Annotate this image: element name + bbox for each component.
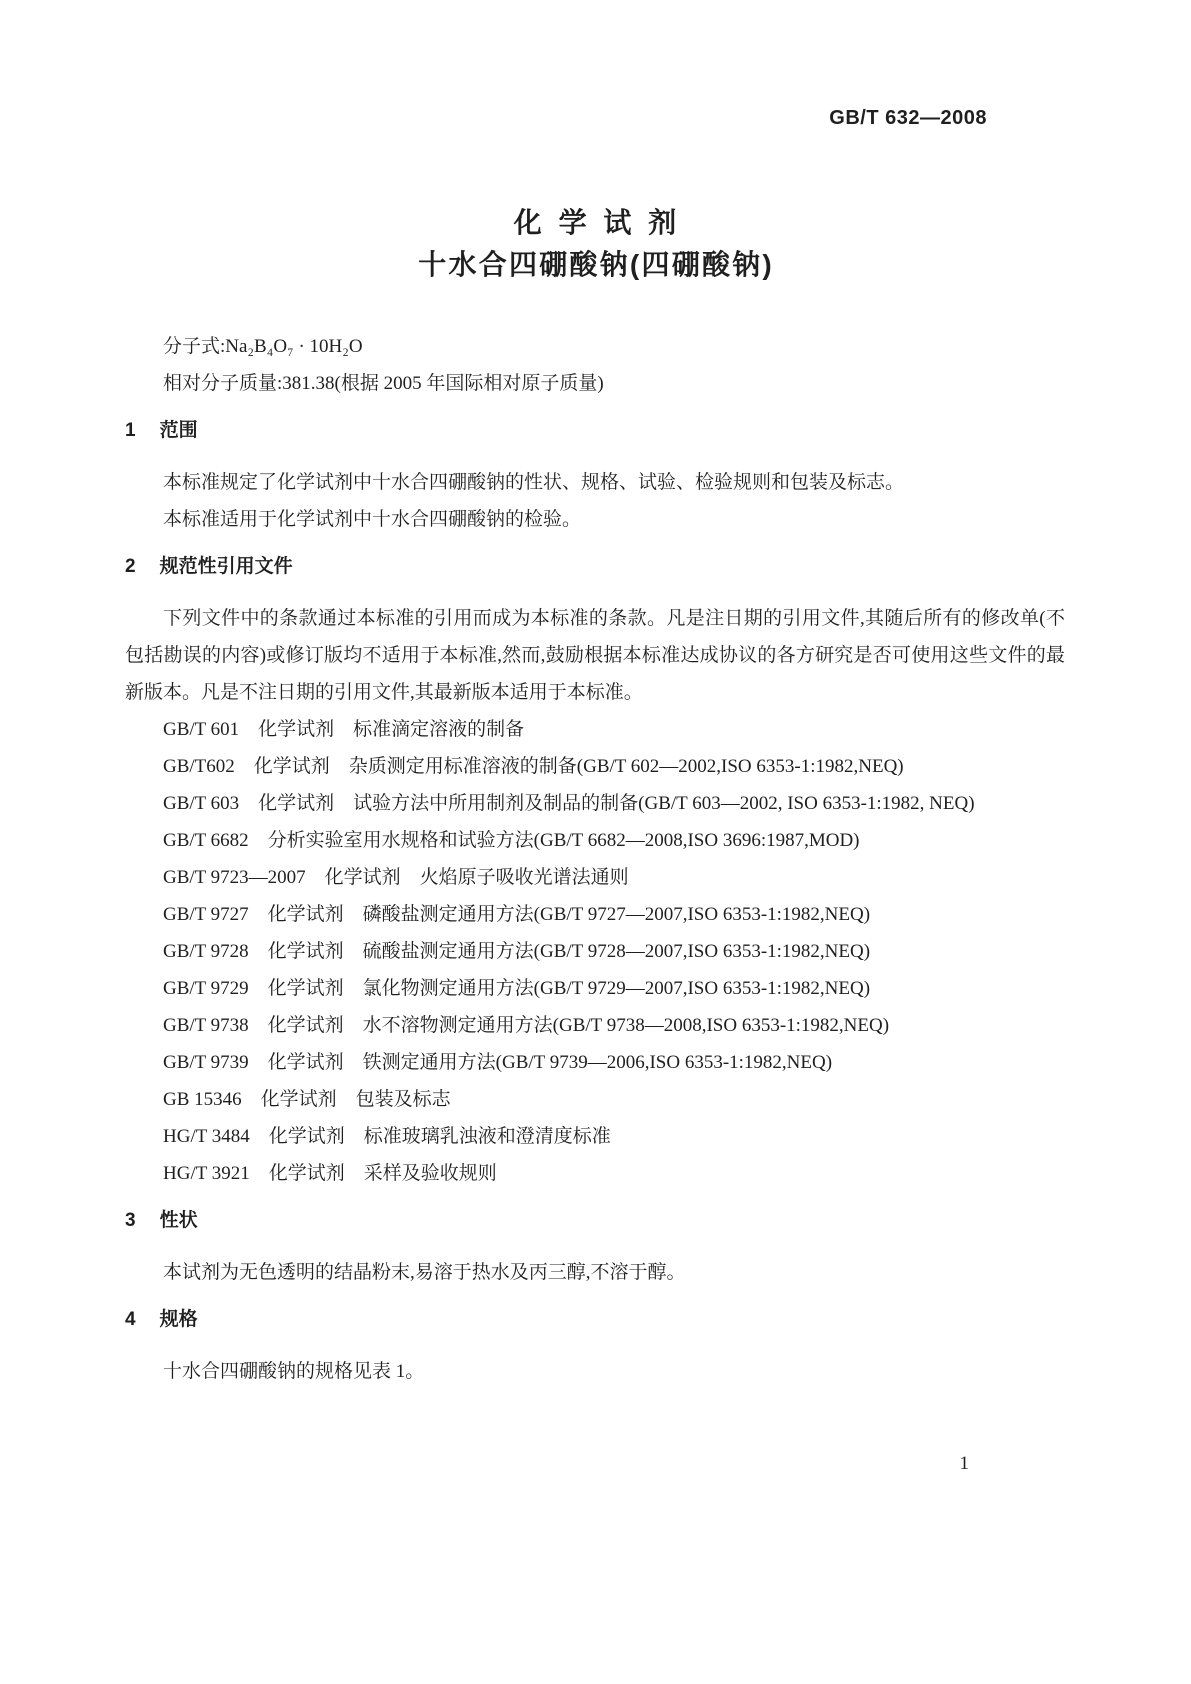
section-3-properties [125, 1206, 1065, 1291]
section-4-number: 4 [125, 1309, 136, 1330]
document-title [125, 202, 1065, 286]
reference-item: GB 15346 化学试剂 包装及标志 [163, 1089, 451, 1110]
section-2-number: 2 [125, 556, 136, 577]
reference-list [125, 711, 1065, 1192]
section-2-normative-references [125, 552, 1065, 1192]
reference-item: GB/T 9729 化学试剂 氯化物测定通用方法(GB/T 9729—2007,ISO 6353-1:1982,NEQ) [163, 978, 871, 999]
reference-item: HG/T 3921 化学试剂 采样及验收规则 [163, 1163, 497, 1184]
section-3-title: 性状 [159, 1210, 198, 1231]
section-4-title: 规格 [159, 1309, 198, 1330]
section-1-title: 范围 [159, 420, 198, 441]
section-1-number: 1 [125, 420, 136, 441]
reference-item: HG/T 3484 化学试剂 标准玻璃乳浊液和澄清度标准 [163, 1126, 611, 1147]
title-line-1: 化学试剂 [513, 207, 693, 238]
section-2-heading [125, 552, 1065, 582]
section-4-specifications [125, 1305, 1065, 1390]
reference-item: GB/T602 化学试剂 杂质测定用标准溶液的制备(GB/T 602—2002,ISO 6353-1:1982,NEQ) [163, 756, 904, 777]
paragraph: 下列文件中的条款通过本标准的引用而成为本标准的条款。凡是注日期的引用文件,其随后所有的修改单(不包括勘误的内容)或修订版均不适用于本标准,然而,鼓励根据本标准达成协议的各方研究是否可使用这些文件的最新版本。凡是不注日期的引用文件,其最新版本适用于本标准。 [125, 608, 1065, 703]
title-line-2: 十水合四硼酸钠(四硼酸钠) [418, 249, 774, 280]
intro-block [125, 328, 1065, 402]
section-1-heading [125, 416, 1065, 446]
reference-item: GB/T 9738 化学试剂 水不溶物测定通用方法(GB/T 9738—2008,ISO 6353-1:1982,NEQ) [163, 1015, 890, 1036]
paragraph: 本标准规定了化学试剂中十水合四硼酸钠的性状、规格、试验、检验规则和包装及标志。 [163, 472, 905, 493]
molecular-formula: 分子式:Na₂B₄O₇ · 10H₂O [163, 336, 363, 357]
paragraph: 本标准适用于化学试剂中十水合四硼酸钠的检验。 [163, 509, 582, 530]
section-1-scope [125, 416, 1065, 538]
reference-item: GB/T 6682 分析实验室用水规格和试验方法(GB/T 6682—2008,ISO 3696:1987,MOD) [163, 830, 860, 851]
reference-item: GB/T 9739 化学试剂 铁测定通用方法(GB/T 9739—2006,ISO 6353-1:1982,NEQ) [163, 1052, 833, 1073]
section-4-heading [125, 1305, 1065, 1335]
standard-number: GB/T 632—2008 [829, 107, 987, 129]
section-3-heading [125, 1206, 1065, 1236]
section-2-title: 规范性引用文件 [159, 556, 293, 577]
reference-item: GB/T 9727 化学试剂 磷酸盐测定通用方法(GB/T 9727—2007,ISO 6353-1:1982,NEQ) [163, 904, 871, 925]
page-number: 1 [959, 1453, 969, 1474]
reference-item: GB/T 603 化学试剂 试验方法中所用制剂及制品的制备(GB/T 603—2002, ISO 6353-1:1982, NEQ) [163, 793, 975, 814]
section-3-number: 3 [125, 1210, 136, 1231]
paragraph: 十水合四硼酸钠的规格见表 1。 [163, 1361, 425, 1382]
relative-molecular-mass: 相对分子质量:381.38(根据 2005 年国际相对原子质量) [163, 373, 604, 394]
reference-item: GB/T 9728 化学试剂 硫酸盐测定通用方法(GB/T 9728—2007,ISO 6353-1:1982,NEQ) [163, 941, 871, 962]
reference-item: GB/T 601 化学试剂 标准滴定溶液的制备 [163, 719, 525, 740]
reference-item: GB/T 9723—2007 化学试剂 火焰原子吸收光谱法通则 [163, 867, 629, 888]
paragraph: 本试剂为无色透明的结晶粉末,易溶于热水及丙三醇,不溶于醇。 [163, 1262, 686, 1283]
